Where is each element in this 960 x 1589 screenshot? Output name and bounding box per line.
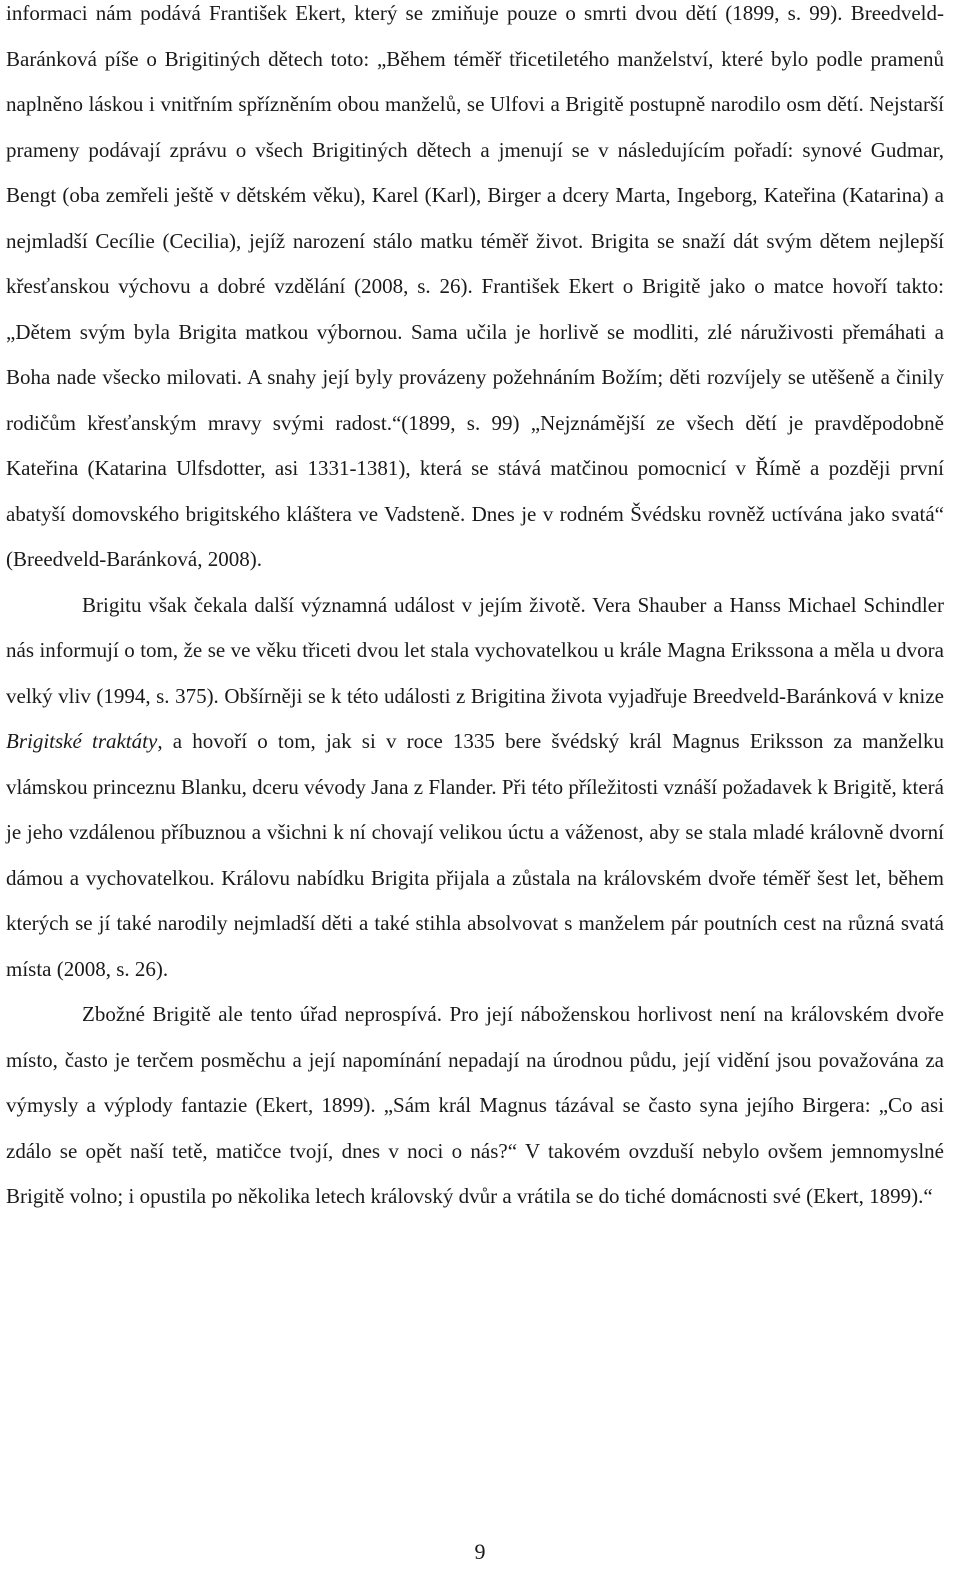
paragraph-leaving-court: Zbožné Brigitě ale tento úřad neprospívá. Pro její náboženskou horlivost není na královském dvoře místo, často je terčem posměchu a její napomínání nepadají na úrodnou půdu, její vidění jsou považována za výmysly a výplody fantazie (Ekert, 1899). „Sám král Magnus tázával se často syna jejího Birgera: „Co asi zdálo se opět naší tetě, matičce tvojí, dnes v noci o nás?“ V takovém ovzduší nebylo ovšem jemnomyslné Brigitě volno; i opustila po několika letech královský dvůr a vrátila se do tiché domácnosti své (Ekert, 1899).“ (6, 1002, 944, 1208)
paragraph-royal-court (6, 583, 944, 993)
book-title: Brigitské traktáty (6, 729, 158, 753)
paragraph-royal-court-text-end: , a hovoří o tom, jak si v roce 1335 bere švédský král Magnus Eriksson za manželku vlámskou princeznu Blanku, dceru vévody Jana z Flander. Při této příležitosti vznáší požadavek k Brigitě, která je jeho vzdálenou příbuznou a všichni k ní chovají velikou úctu a váženost, aby se stala mladé královně dvorní dámou a vychovatelkou. Královu nabídku Brigita přijala a zůstala na královském dvoře téměř šest let, během kterých se jí také narodily nejmladší děti a také stihla absolvovat s manželem pár poutních cest na různá svatá místa (2008, s. 26). (6, 729, 944, 981)
document-page (6, 0, 944, 1220)
paragraph-royal-court-text-start: Brigitu však čekala další významná událost v jejím životě. Vera Shauber a Hanss Michael Schindler nás informují o tom, že se ve věku třiceti dvou let stala vychovatelkou u krále Magna Erikssona a měla u dvora velký vliv (1994, s. 375). Obšírněji se k této události z Brigitina života vyjadřuje Breedveld-Baránková v knize (6, 592, 944, 708)
paragraph-children: informaci nám podává František Ekert, který se zmiňuje pouze o smrti dvou dětí (1899, s. 99). Breedveld-Baránková píše o Brigitiných dětech toto: „Během téměř třicetiletého manželství, které bylo podle pramenů naplněno láskou i vnitřním spřízněním obou manželů, se Ulfovi a Brigitě postupně narodilo osm dětí. Nejstarší prameny podávají zprávu o všech Brigitiných dětech a jmenují se v následujícím pořadí: synové Gudmar, Bengt (oba zemřeli ještě v dětském věku), Karel (Karl), Birger a dcery Marta, Ingeborg, Kateřina (Katarina) a nejmladší Cecílie (Cecilia), jejíž narození stálo matku téměř život. Brigita se snaží dát svým dětem nejlepší křesťanskou výchovu a dobré vzdělání (2008, s. 26). František Ekert o Brigitě jako o matce hovoří takto: „Dětem svým byla Brigita matkou výbornou. Sama učila je horlivě se modliti, zlé náruživosti přemáhati a Boha nade všecko milovati. A snahy její byly provázeny požehnáním Božím; děti rozvíjely se utěšeně a činily rodičům křesťanským mravy svými radost.“(1899, s. 99) „Nejznámější ze všech dětí je pravděpodobně Kateřina (Katarina Ulfsdotter, asi 1331-1381), která se stává matčinou pomocnicí v Římě a později první abatyší domovského brigitského kláštera ve Vadsteně. Dnes je v rodném Švédsku rovněž uctívána jako svatá“ (Breedveld-Baránková, 2008). (6, 1, 944, 571)
page-number: 9 (474, 1539, 486, 1564)
